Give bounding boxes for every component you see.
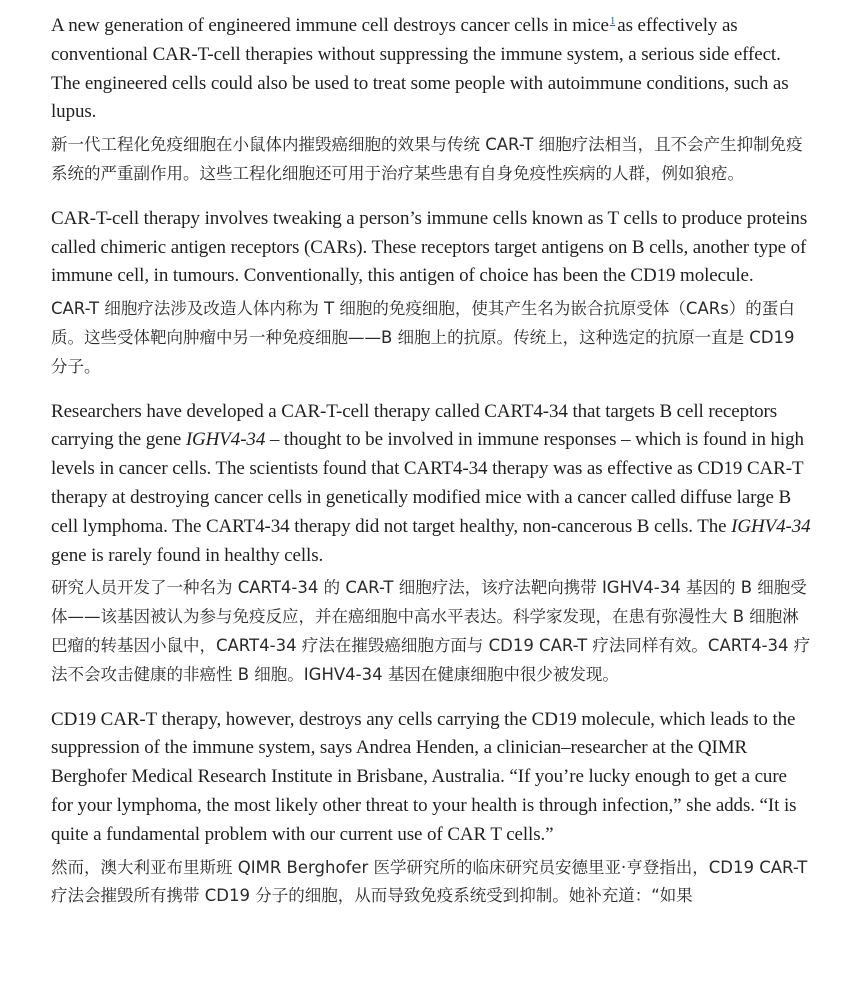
text-run: Researchers have developed a CAR-T-cell therapy called CART4-34 that targets B cell receptors carrying the gene [51, 400, 778, 451]
english-paragraph [51, 205, 811, 291]
text-run: CAR-T-cell therapy involves tweaking a person’s immune cells known as T cells to produce proteins called chimeric antigen receptors (CARs). These receptors target antigens on B cells, another type of immune cell, in tumours. Conventionally, this antigen of choice has been the CD19 molecule. [51, 207, 808, 287]
text-run: gene is rarely found in healthy cells. [51, 544, 324, 566]
footnote-link[interactable]: 1 [609, 14, 616, 27]
chinese-translation: 研究人员开发了一种名为 CART4-34 的 CAR-T 细胞疗法，该疗法靶向携带 IGHV4-34 基因的 B 细胞受体——该基因被认为参与免疫反应，并在癌细胞中高水平表达。科学家发现，在患有弥漫性大 B 细胞淋巴瘤的转基因小鼠中，CART4-34 疗法在摧毁癌细胞方面与 CD19 CAR-T 疗法同样有效。CART4-34 疗法不会攻击健康的非癌性 B 细胞。IGHV4-34 基因在健康细胞中很少被发现。 [51, 578, 811, 684]
gene-name: IGHV4-34 [731, 515, 811, 537]
text-run: CD19 CAR-T therapy, however, destroys any cells carrying the CD19 molecule, which leads to the suppression of the immune system, says Andrea Henden, a clinician–researcher at the QIMR Berghofer Medical Research Institute in Brisbane, Australia. “If you’re lucky enough to get a cure for your lymphoma, the most likely other threat to your health is through infection,” she adds. “It is quite a fundamental problem with our current use of CAR T cells.” [51, 708, 797, 845]
paragraph-pair-4 [51, 706, 811, 912]
paragraph-pair-1 [51, 12, 811, 189]
text-run: as effectively as conventional CAR-T-cell therapies without suppressing the immune system, a serious side effect. The engineered cells could also be used to treat some people with autoimmune conditions, such as lupus. [51, 15, 789, 123]
text-run: – thought to be involved in immune responses – which is found in high levels in cancer cells. The scientists found that CART4-34 therapy was as effective as CD19 CAR-T therapy at destroying cancer cells in genetically modified mice with a cancer called diffuse large B cell lymphoma. The CART4-34 therapy did not target healthy, non-cancerous B cells. The [51, 429, 804, 537]
english-paragraph [51, 706, 811, 850]
text-run: A new generation of engineered immune cell destroys cancer cells in mice [51, 15, 609, 36]
gene-name: IGHV4-34 [185, 429, 266, 451]
english-paragraph [51, 398, 811, 571]
article-body [51, 12, 811, 927]
english-paragraph [51, 12, 811, 127]
paragraph-pair-3 [51, 398, 811, 690]
chinese-translation: CAR-T 细胞疗法涉及改造人体内称为 T 细胞的免疫细胞，使其产生名为嵌合抗原受体（CARs）的蛋白质。这些受体靶向肿瘤中另一种免疫细胞——B 细胞上的抗原。传统上，这种选定的抗原一直是 CD19 分子。 [51, 299, 795, 376]
chinese-translation: 新一代工程化免疫细胞在小鼠体内摧毁癌细胞的效果与传统 CAR-T 细胞疗法相当，且不会产生抑制免疫系统的严重副作用。这些工程化细胞还可用于治疗某些患有自身免疫性疾病的人群，例如狼疮。 [51, 135, 803, 183]
paragraph-pair-2 [51, 205, 811, 382]
chinese-translation: 然而，澳大利亚布里斯班 QIMR Berghofer 医学研究所的临床研究员安德里亚·亨登指出，CD19 CAR-T 疗法会摧毁所有携带 CD19 分子的细胞，从而导致免疫系统受到抑制。她补充道：“如果 [51, 857, 808, 906]
